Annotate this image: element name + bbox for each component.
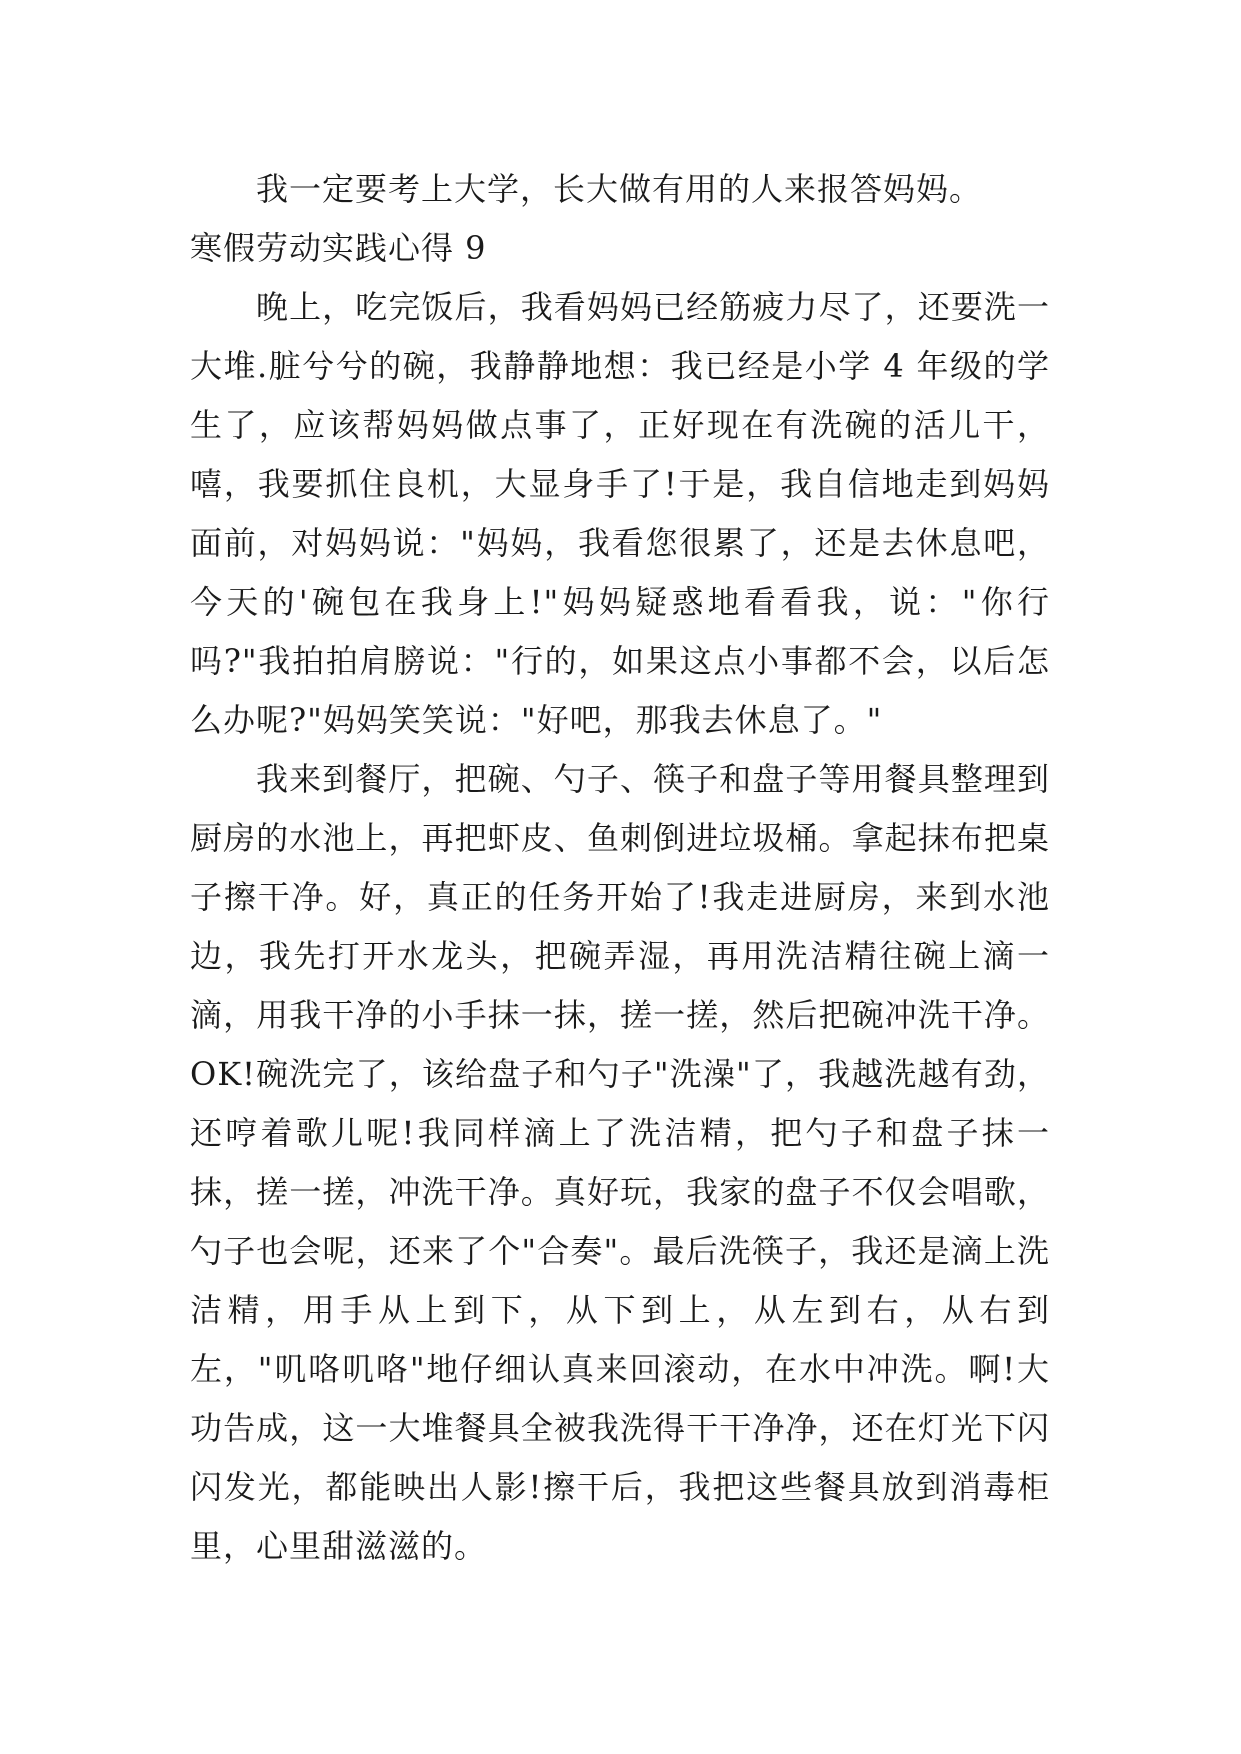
paragraph-closing-line: 我一定要考上大学，长大做有用的人来报答妈妈。 — [256, 170, 983, 208]
section-heading: 寒假劳动实践心得 9 — [190, 229, 487, 267]
paragraph-washing-dishes: 我来到餐厅，把碗、勺子、筷子和盘子等用餐具整理到厨房的水池上，再把虾皮、鱼刺倒进垃圾桶。拿起抹布把桌子擦干净。好，真正的任务开始了!我走进厨房，来到水池边，我先打开水龙头，把碗弄湿，再用洗洁精往碗上滴一滴，用我干净的小手抹一抹，搓一搓，然后把碗冲洗干净。OK!碗洗完了，该给盘子和勺子"洗澡"了，我越洗越有劲，还哼着歌儿呢!我同样滴上了洗洁精，把勺子和盘子抹一抹，搓一搓，冲洗干净。真好玩，我家的盘子不仅会唱歌，勺子也会呢，还来了个"合奏"。最后洗筷子，我还是滴上洗洁精，用手从上到下，从下到上，从左到右，从右到左，"叽咯叽咯"地仔细认真来回滚动，在水中冲洗。啊!大功告成，这一大堆餐具全被我洗得干干净净，还在灯光下闪闪发光，都能映出人影!擦干后，我把这些餐具放到消毒柜里，心里甜滋滋的。 — [190, 760, 1050, 1565]
paragraph-evening: 晚上，吃完饭后，我看妈妈已经筋疲力尽了，还要洗一大堆.脏兮兮的碗，我静静地想：我已经是小学 4 年级的学生了，应该帮妈妈做点事了，正好现在有洗碗的活儿干，嘻，我要抓住良机，大显身手了!于是，我自信地走到妈妈面前，对妈妈说："妈妈，我看您很累了，还是去休息吧，今天的'碗包在我身上!"妈妈疑惑地看看我，说："你行吗?"我拍拍肩膀说："行的，如果这点小事都不会，以后怎么办呢?"妈妈笑笑说："好吧，那我去休息了。" — [190, 288, 1050, 739]
document-body — [190, 160, 1050, 1576]
